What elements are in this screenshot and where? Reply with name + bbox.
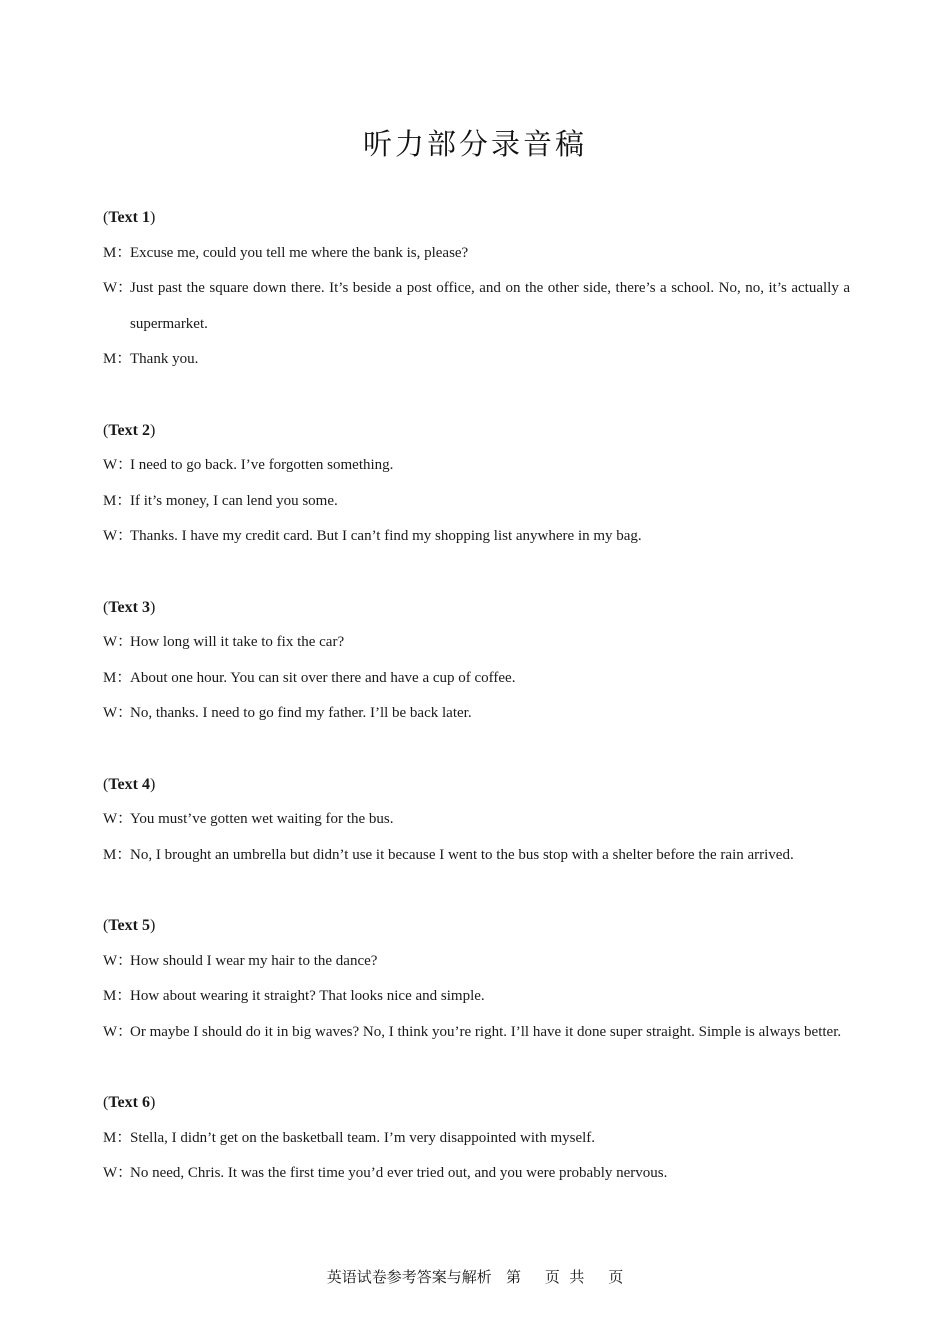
transcript-section (103, 767, 850, 874)
dialogue-line (103, 979, 850, 1015)
speaker-label: W： (103, 811, 133, 827)
transcript-body (103, 200, 850, 1227)
speaker-label: M： (103, 351, 132, 367)
speaker-label: M： (103, 988, 132, 1004)
dialogue-text: No, I brought an umbrella but didn’t use it because I went to the bus stop with a shelter before the rain arrived. (130, 846, 794, 863)
section-label: Text 6 (108, 1094, 150, 1111)
transcript-section (103, 908, 850, 1050)
section-heading: (Text 6) (103, 1094, 156, 1111)
speaker-label: W： (103, 528, 133, 544)
speaker-label: M： (103, 492, 132, 509)
transcript-section (103, 1085, 850, 1192)
section-label: Text 4 (108, 775, 150, 793)
section-label: Text 1 (108, 209, 150, 226)
dialogue-line (103, 944, 850, 980)
section-label: Text 3 (108, 598, 150, 616)
section-label: Text 5 (108, 917, 150, 934)
dialogue-line (103, 1015, 850, 1051)
dialogue-line (103, 625, 850, 661)
page-footer: 英语试卷参考答案与解析 第 页 共 页 (326, 1268, 624, 1286)
section-heading: (Text 5) (103, 917, 156, 934)
dialogue-text: Stella, I didn’t get on the basketball team. I’m very disappointed with myself. (130, 1129, 596, 1146)
dialogue-line (103, 484, 850, 520)
transcript-section (103, 590, 850, 732)
section-heading: (Text 1) (103, 209, 156, 226)
dialogue-text: Thanks. I have my credit card. But I can’t find my shopping list anywhere in my bag. (130, 528, 642, 544)
speaker-label: W： (103, 705, 133, 721)
section-heading: (Text 2) (103, 421, 156, 439)
dialogue-line (103, 1121, 850, 1157)
dialogue-line (103, 448, 850, 484)
speaker-label: W： (103, 952, 133, 969)
dialogue-text: No need, Chris. It was the first time you’d ever tried out, and you were probably nervous. (130, 1165, 668, 1181)
dialogue-text: Thank you. (130, 351, 199, 367)
dialogue-text: Or maybe I should do it in big waves? No, I think you’re right. I’ll have it done super straight. Simple is always better. (130, 1023, 842, 1040)
dialogue-line (103, 236, 850, 272)
transcript-section (103, 413, 850, 555)
dialogue-text: How long will it take to fix the car? (130, 634, 345, 650)
dialogue-text: About one hour. You can sit over there and have a cup of coffee. (130, 669, 516, 686)
dialogue-line (103, 696, 850, 732)
speaker-label: W： (103, 1023, 133, 1040)
dialogue-line (103, 838, 850, 874)
dialogue-text: Just past the square down there. It’s beside a post office, and on the other side, there’s a school. No, no, it’s actually a supermarket. (130, 280, 850, 332)
dialogue-line (103, 661, 850, 697)
speaker-label: M： (103, 244, 132, 261)
section-heading: (Text 3) (103, 598, 156, 616)
speaker-label: W： (103, 457, 133, 473)
dialogue-text: I need to go back. I’ve forgotten something. (130, 457, 394, 473)
page-title: 听力部分录音稿 (362, 127, 587, 161)
speaker-label: W： (103, 634, 133, 650)
speaker-label: M： (103, 669, 132, 686)
dialogue-text: How about wearing it straight? That looks nice and simple. (130, 988, 485, 1004)
dialogue-text: You must’ve gotten wet waiting for the bus. (130, 811, 394, 827)
dialogue-line (103, 802, 850, 838)
speaker-label: M： (103, 846, 132, 863)
speaker-label: W： (103, 1165, 133, 1181)
dialogue-text: No, thanks. I need to go find my father. I’ll be back later. (130, 705, 472, 721)
dialogue-line (103, 271, 850, 342)
dialogue-line (103, 519, 850, 555)
dialogue-line (103, 1156, 850, 1192)
transcript-section (103, 200, 850, 378)
dialogue-text: If it’s money, I can lend you some. (130, 492, 338, 509)
dialogue-text: Excuse me, could you tell me where the bank is, please? (130, 244, 469, 261)
speaker-label: M： (103, 1129, 132, 1146)
section-heading: (Text 4) (103, 775, 156, 793)
section-label: Text 2 (108, 421, 150, 439)
speaker-label: W： (103, 280, 133, 296)
dialogue-text: How should I wear my hair to the dance? (130, 952, 378, 969)
dialogue-line (103, 342, 850, 378)
